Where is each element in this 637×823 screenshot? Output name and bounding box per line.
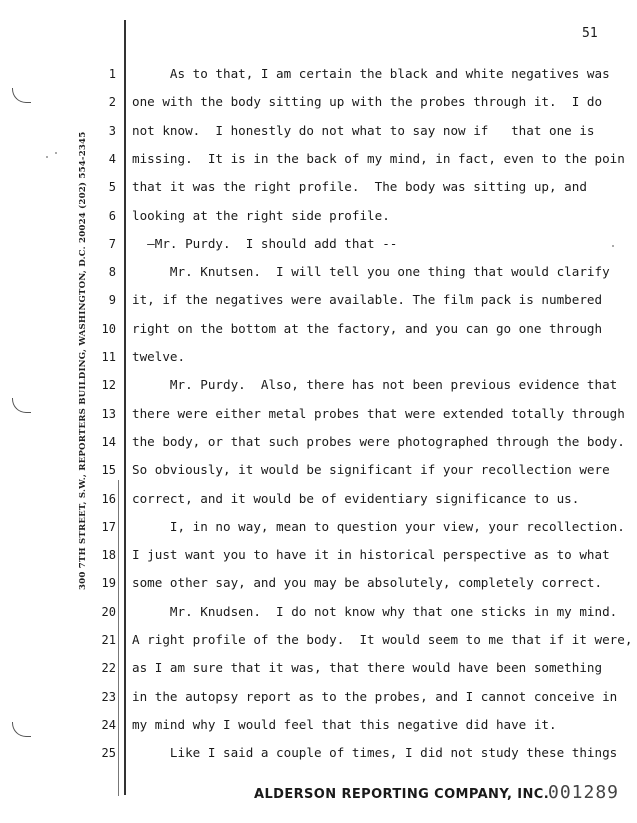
scan-speck [46,156,48,158]
line-number: 24 [101,717,116,732]
line-number: 5 [108,180,116,195]
line-number: 15 [101,463,116,478]
margin-rule-secondary [118,480,119,796]
scan-speck [612,245,614,247]
transcript-line: looking at the right side profile. [132,207,390,223]
line-number: 18 [101,548,116,563]
transcript-line: it, if the negatives were available. The film pack is numbered [132,292,603,308]
punch-hole-mark [12,722,31,737]
line-number: 16 [101,491,116,506]
line-number: 13 [101,406,116,421]
footer-company: ALDERSON REPORTING COMPANY, INC. [254,787,550,802]
transcript-line: right on the bottom at the factory, and you can go one through [132,320,603,336]
document-stamp: 001289 [548,782,620,803]
line-number: 19 [101,576,116,591]
line-number: 20 [101,604,116,619]
transcript-line: I, in no way, mean to question your view, your recollection. [132,518,625,534]
line-number: 6 [108,208,116,223]
transcript-line: not know. I honestly do not what to say now if that one is [132,122,595,138]
transcript-line: Like I said a couple of times, I did not study these things [132,745,618,761]
transcript-line: A right profile of the body. It would seem to me that if it were, [132,632,633,647]
transcript-line: one with the body sitting up with the probes through it. I do [132,94,603,110]
line-number: 21 [101,633,116,647]
page-number: 51 [582,26,598,41]
transcript-line: in the autopsy report as to the probes, and I cannot conceive in [132,688,618,704]
line-number: 10 [101,321,116,336]
punch-hole-mark [12,88,31,103]
line-number: 25 [101,746,116,761]
transcript-line: the body, or that such probes were photographed through the body. [132,433,625,449]
transcript-line: my mind why I would feel that this negative did have it. [132,716,557,732]
line-number: 14 [101,434,116,449]
transcript-line: missing. It is in the back of my mind, in fact, even to the poin [132,150,625,166]
transcript-line: correct, and it would be of evidentiary significance to us. [132,490,580,506]
transcript-line: some other say, and you may be absolutely, completely correct. [132,575,603,591]
transcript-line: So obviously, it would be significant if your recollection were [132,462,610,478]
transcript-line: Mr. Knudsen. I do not know why that one sticks in my mind. [132,603,618,619]
line-number: 4 [108,151,116,166]
line-number: 23 [101,689,116,704]
line-number: 17 [101,519,116,534]
scan-speck [55,152,57,154]
punch-hole-mark [12,398,31,413]
transcript-line: I just want you to have it in historical perspective as to what [132,547,610,563]
line-number: 1 [108,67,116,81]
line-number: 2 [108,95,116,110]
line-number: 12 [101,378,116,393]
line-number: 11 [101,350,116,364]
transcript-line: Mr. Purdy. Also, there has not been previous evidence that [132,377,618,393]
line-number: 22 [101,661,116,676]
transcript-line: that it was the right profile. The body was sitting up, and [132,179,587,195]
transcript-line: there were either metal probes that were extended totally through [132,405,625,421]
line-number: 7 [108,236,116,251]
transcript-line: —Mr. Purdy. I should add that -- [132,235,398,251]
reporter-address: 300 7TH STREET, S.W., REPORTERS BUILDING, WASHINGTON, D.C. 20024 (202) 554-2345 [78,131,88,590]
transcript-line: as I am sure that it was, that there would have been something [132,660,603,676]
line-number: 3 [108,123,116,138]
transcript-line: twelve. [132,349,186,364]
transcript-line: As to that, I am certain the black and white negatives was [132,66,610,81]
margin-rule [124,20,126,795]
line-number: 9 [108,293,116,308]
line-number: 8 [108,265,116,280]
transcript-line: Mr. Knutsen. I will tell you one thing that would clarify [132,264,610,280]
